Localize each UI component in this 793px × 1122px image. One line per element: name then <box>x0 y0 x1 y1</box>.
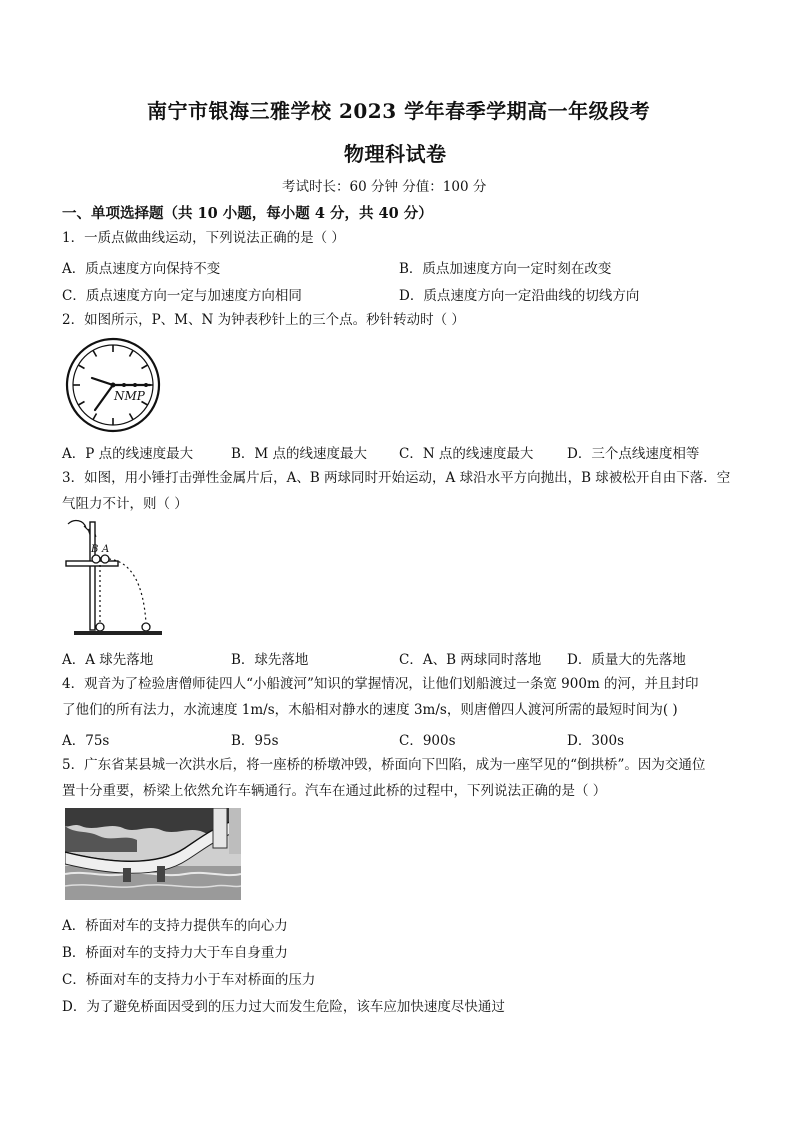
q3-stem-line2: 气阻力不计，则（ ） <box>62 496 188 512</box>
q1-option-b: B．质点加速度方向一定时刻在改变 <box>399 261 612 277</box>
q5-option-d: D．为了避免桥面因受到的压力过大而发生危险，该车应加快速度尽快通过 <box>62 999 505 1015</box>
q5-option-b: B．桥面对车的支持力大于车自身重力 <box>62 945 288 961</box>
q3-option-c: C．A、B 两球同时落地 <box>399 652 542 668</box>
clock-figure <box>62 337 172 437</box>
bridge-photo <box>65 808 241 900</box>
q5-stem-line2: 置十分重要，桥梁上依然允许车辆通行。汽车在通过此桥的过程中，下列说法正确的是（ ） <box>62 783 607 799</box>
exam-meta: 考试时长：60 分钟 分值：100 分 <box>282 179 487 195</box>
q3-option-b: B．球先落地 <box>231 652 309 668</box>
ball-label-b: B <box>91 544 99 555</box>
ball-label-a: A <box>102 544 110 555</box>
q2-option-c: C．N 点的线速度最大 <box>399 446 534 462</box>
q5-stem-line1: 5．广东省某县城一次洪水后，将一座桥的桥墩冲毁，桥面向下凹陷，成为一座罕见的“倒拱桥”。因为交通位 <box>62 757 706 773</box>
q1-stem: 1．一质点做曲线运动，下列说法正确的是（ ） <box>62 230 345 246</box>
q5-option-a: A．桥面对车的支持力提供车的向心力 <box>62 918 288 934</box>
q3-option-a: A．A 球先落地 <box>62 652 154 668</box>
q1-option-d: D．质点速度方向一定沿曲线的切线方向 <box>399 288 640 304</box>
q4-option-d: D．300s <box>567 733 625 749</box>
q4-stem-line2: 了他们的所有法力，水流速度 1m/s，木船相对静水的速度 3m/s，则唐僧四人渡河所需的最短时间为( ) <box>62 702 678 718</box>
q3-stem-line1: 3．如图，用小锤打击弹性金属片后，A、B 两球同时开始运动，A 球沿水平方向抛出，B 球被松开自由下落．空 <box>62 470 731 486</box>
q3-option-d: D．质量大的先落地 <box>567 652 686 668</box>
q4-option-c: C．900s <box>399 733 456 749</box>
q5-option-c: C．桥面对车的支持力小于车对桥面的压力 <box>62 972 316 988</box>
q2-option-a: A．P 点的线速度最大 <box>62 446 194 462</box>
q2-option-d: D．三个点线速度相等 <box>567 446 700 462</box>
q2-stem: 2．如图所示，P、M、N 为钟表秒针上的三个点。秒针转动时（ ） <box>62 312 465 328</box>
q4-option-b: B．95s <box>231 733 279 749</box>
ball-drop-figure <box>62 518 172 638</box>
section-heading: 一、单项选择题（共 10 小题，每小题 4 分，共 40 分） <box>62 205 433 222</box>
exam-subtitle: 物理科试卷 <box>344 142 447 166</box>
clock-point-labels: NMP <box>114 389 145 403</box>
q1-option-a: A．质点速度方向保持不变 <box>62 261 221 277</box>
q4-option-a: A．75s <box>62 733 110 749</box>
q4-stem-line1: 4．观音为了检验唐僧师徒四人“小船渡河”知识的掌握情况，让他们划船渡过一条宽 900m 的河，并且封印 <box>62 676 699 692</box>
q2-option-b: B．M 点的线速度最大 <box>231 446 368 462</box>
q1-option-c: C．质点速度方向一定与加速度方向相同 <box>62 288 302 304</box>
exam-title: 南宁市银海三雅学校 2023 学年春季学期高一年级段考 <box>147 99 651 123</box>
